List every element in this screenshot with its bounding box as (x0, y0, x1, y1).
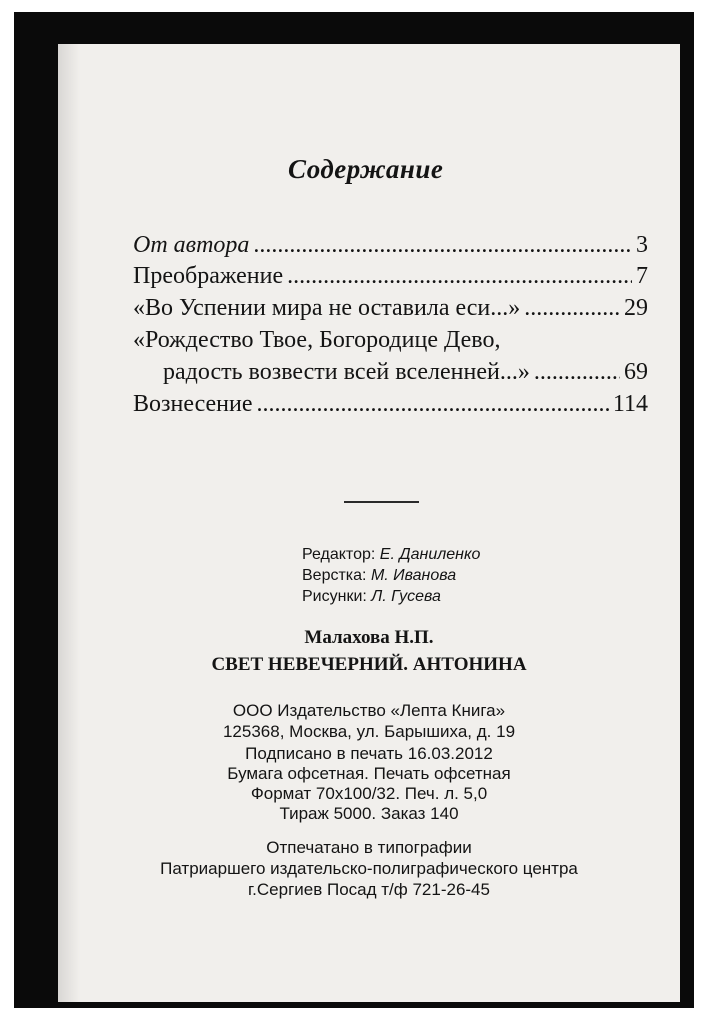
section-divider (344, 501, 419, 503)
book-page (58, 44, 680, 1002)
toc-entry-label: «Во Успении мира не оставила еси...» (133, 295, 521, 321)
toc-entry-page: 114 (612, 391, 648, 417)
toc-leader-dots (524, 293, 620, 324)
toc-leader-dots (287, 261, 632, 292)
toc-entry-label: «Рождество Твое, Богородице Дево, (133, 327, 501, 353)
toc-entry-label: Вознесение (133, 391, 253, 417)
credits-block (302, 544, 480, 607)
toc-entry-label: От автора (133, 232, 250, 258)
credit-name: М. Иванова (370, 567, 457, 584)
credit-line (302, 544, 480, 565)
toc-leader-dots (534, 357, 620, 388)
printer-line: г.Сергиев Посад т/ф 721-26-45 (248, 880, 490, 899)
toc-entry-page: 29 (624, 295, 648, 321)
toc-entry-label: Преображение (133, 263, 284, 289)
toc-entry-page: 7 (636, 263, 648, 289)
credit-line (302, 586, 480, 607)
credit-name: Е. Даниленко (379, 546, 481, 563)
publisher-info (58, 700, 680, 742)
toc-entry-continuation (133, 357, 648, 389)
print-signed: Подписано в печать 16.03.2012 (245, 744, 493, 763)
publisher-name: ООО Издательство «Лепта Книга» (232, 701, 506, 720)
toc-entry-page: 69 (624, 359, 648, 385)
printer-line: Патриаршего издательско-полиграфического центра (160, 859, 578, 878)
printer-line: Отпечатано в типографии (266, 838, 472, 857)
toc-entry (133, 293, 648, 325)
printer-info (58, 837, 680, 900)
toc-leader-dots (253, 230, 632, 261)
print-run: Тираж 5000. Заказ 140 (279, 804, 459, 823)
toc-entry (133, 261, 648, 293)
toc-title: Содержание (288, 154, 444, 184)
scan-border (14, 12, 694, 1008)
credit-line (302, 565, 480, 586)
book-title: СВЕТ НЕВЕЧЕРНИЙ. АНТОНИНА (211, 654, 527, 675)
toc-entry-page: 3 (636, 232, 648, 258)
credit-role: Верстка: (302, 567, 367, 584)
toc-entry (133, 230, 648, 261)
credit-role: Рисунки: (302, 588, 367, 605)
print-paper: Бумага офсетная. Печать офсетная (227, 764, 511, 783)
table-of-contents (133, 230, 648, 421)
publisher-address: 125368, Москва, ул. Барышиха, д. 19 (222, 722, 516, 741)
toc-entry (133, 389, 648, 421)
credit-name: Л. Гусева (371, 588, 441, 605)
toc-entry (133, 325, 648, 357)
print-details (58, 744, 680, 824)
toc-leader-dots (257, 389, 609, 420)
credit-role: Редактор: (302, 546, 376, 563)
book-author: Малахова Н.П. (304, 627, 434, 648)
toc-entry-label: радость возвести всей вселенней...» (163, 359, 530, 385)
print-format: Формат 70x100/32. Печ. л. 5,0 (250, 784, 488, 803)
